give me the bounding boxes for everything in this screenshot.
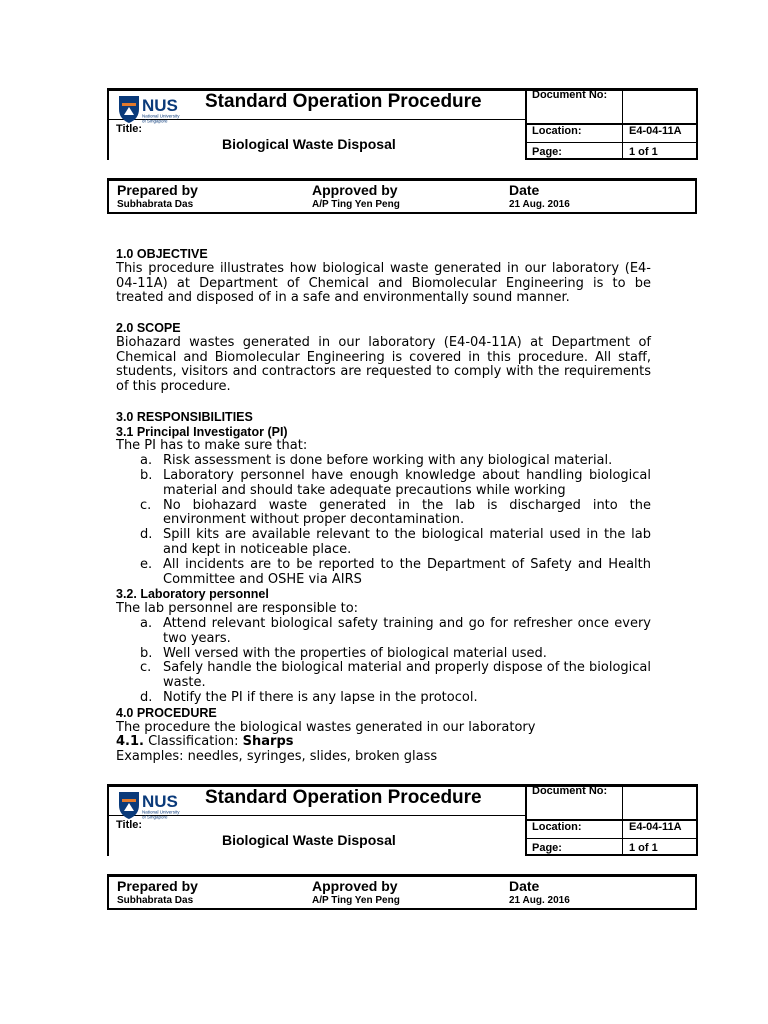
lab-personnel-intro: The lab personnel are responsible to:: [116, 601, 359, 617]
list-item: a. Attend relevant biological safety training and go for refresher once every two years.: [140, 615, 651, 646]
list-item: d. Spill kits are available relevant to the biological material used in the lab and kept in noticeable place.: [140, 527, 651, 557]
list-item: a. Risk assessment is done before working with any biological material.: [140, 453, 613, 469]
classification-value: Sharps: [242, 734, 294, 750]
page-label: Page:: [532, 146, 562, 158]
approved-by-label: Approved by: [312, 182, 398, 198]
page-value: 1 of 1: [629, 842, 658, 854]
prepared-by-value: Subhabrata Das: [117, 895, 194, 906]
objective-text: This procedure illustrates how biological waste generated in our laboratory (E4-04-11A) at Department of Chemical and Biomolecular Engineering is to be treated and disposed of in a safe and environmentally sound manner.: [116, 260, 651, 306]
sop-title: Standard Operation Procedure: [205, 787, 482, 808]
prepared-by-value: Subhabrata Das: [117, 199, 194, 210]
prepared-by-label: Prepared by: [117, 182, 198, 198]
procedure-heading: 4.0 PROCEDURE: [116, 705, 217, 720]
svg-text:of Singapore: of Singapore: [142, 118, 168, 124]
objective-heading: 1.0 OBJECTIVE: [116, 247, 208, 261]
sop-header: [107, 88, 698, 160]
date-value: 21 Aug. 2016: [509, 199, 570, 210]
list-item: b. Well versed with the properties of biological material used.: [140, 645, 547, 661]
svg-text:NUS: NUS: [142, 792, 178, 811]
list-item: b. Laboratory personnel have enough knowledge about handling biological material and should take adequate precautions while working: [140, 467, 651, 498]
page-value: 1 of 1: [629, 146, 658, 158]
page-label: Page:: [532, 842, 562, 854]
sop-header-repeat: [107, 784, 698, 856]
classification-label: Classification:: [143, 734, 243, 750]
nus-logo: [117, 790, 203, 820]
title-label: Title:: [116, 123, 143, 135]
approved-by-value: A/P Ting Yen Peng: [312, 199, 400, 210]
pi-heading: 3.1 Principal Investigator (PI): [116, 424, 288, 439]
pi-list: [116, 454, 651, 587]
sop-title: Standard Operation Procedure: [205, 91, 482, 112]
list-item: c. Safely handle the biological material and properly dispose of the biological waste.: [140, 660, 651, 691]
svg-text:National University: National University: [142, 113, 180, 119]
classification-number: 4.1.: [116, 734, 144, 750]
nus-logo: [117, 94, 203, 124]
lab-personnel-heading: 3.2. Laboratory personnel: [116, 587, 269, 602]
responsibilities-heading: 3.0 RESPONSIBILITIES: [116, 409, 253, 424]
location-label: Location:: [532, 125, 582, 137]
pi-intro: The PI has to make sure that:: [116, 438, 308, 454]
svg-text:National University: National University: [142, 809, 180, 815]
list-item: e. All incidents are to be reported to the Department of Safety and Health Committee and OSHE via AIRS: [140, 556, 651, 587]
scope-text: Biohazard wastes generated in our laboratory (E4-04-11A) at Department of Chemical and Biomolecular Engineering is covered in this procedure. All staff, students, visitors and contractors are requested to comply with the requirements of this procedure.: [116, 334, 651, 395]
approval-box: [107, 178, 697, 214]
date-label: Date: [509, 878, 540, 894]
document-no-label: Document No:: [532, 89, 608, 101]
approved-by-value: A/P Ting Yen Peng: [312, 895, 400, 906]
prepared-by-label: Prepared by: [117, 878, 198, 894]
svg-text:of Singapore: of Singapore: [142, 814, 168, 820]
classification-line: [116, 735, 651, 750]
location-value: E4-04-11A: [629, 125, 682, 137]
procedure-intro: The procedure the biological wastes generated in our laboratory: [116, 719, 536, 735]
title-label: Title:: [116, 819, 143, 831]
list-item: c. No biohazard waste generated in the lab is discharged into the environment without proper decontamination.: [140, 497, 651, 528]
document-body: [116, 247, 651, 765]
document-title: Biological Waste Disposal: [222, 136, 396, 152]
document-title: Biological Waste Disposal: [222, 832, 396, 848]
approved-by-label: Approved by: [312, 878, 398, 894]
approval-box-repeat: [107, 874, 697, 910]
document-no-label: Document No:: [532, 785, 608, 797]
location-label: Location:: [532, 821, 582, 833]
svg-text:NUS: NUS: [142, 96, 178, 115]
examples-line: Examples: needles, syringes, slides, broken glass: [116, 749, 438, 765]
location-value: E4-04-11A: [629, 821, 682, 833]
scope-heading: 2.0 SCOPE: [116, 320, 181, 335]
list-item: d. Notify the PI if there is any lapse in the protocol.: [140, 689, 478, 705]
date-label: Date: [509, 182, 540, 198]
date-value: 21 Aug. 2016: [509, 895, 570, 906]
lab-personnel-list: [116, 617, 651, 706]
